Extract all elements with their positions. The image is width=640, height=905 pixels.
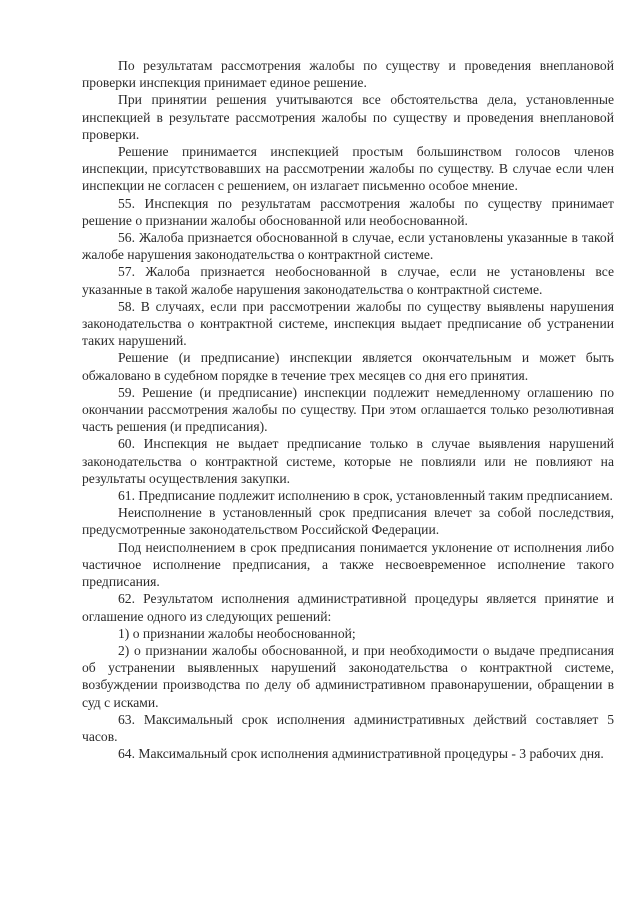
paragraph-item-60: 60. Инспекция не выдает предписание только в случае выявления нарушений законодательства о контрактной системе, которые не повлияли или не повлияют на результаты осуществления закупки. <box>82 436 614 486</box>
paragraph-item-64: 64. Максимальный срок исполнения административной процедуры - 3 рабочих дня. <box>118 746 604 762</box>
paragraph-item-63: 63. Максимальный срок исполнения административных действий составляет 5 часов. <box>82 711 614 744</box>
paragraph-final-decision: Решение (и предписание) инспекции является окончательным и может быть обжаловано в судебном порядке в течение трех месяцев со дня его принятия. <box>82 350 614 383</box>
paragraph-non-execution-definition: Под неисполнением в срок предписания понимается уклонение от исполнения либо частичное исполнение предписания, а также несвоевременное исполнение такого предписания. <box>82 539 614 590</box>
paragraph-circumstances: При принятии решения учитываются все обстоятельства дела, установленные инспекцией в результате рассмотрения жалобы по существу и проведения внеплановой проверки. <box>82 92 614 142</box>
paragraph-item-62: 62. Результатом исполнения административной процедуры является принятие и оглашение одного из следующих решений: <box>82 591 614 624</box>
document-body <box>82 57 614 762</box>
paragraph-item-55: 55. Инспекция по результатам рассмотрения жалобы по существу принимает решение о признании жалобы обоснованной или необоснованной. <box>82 195 614 228</box>
list-item-founded: 2) о признании жалобы обоснованной, и при необходимости о выдаче предписания об устранении выявленных нарушений законодательства о контрактной системе, возбуждении производства по делу об административном правонарушении, обращении в суд с исками. <box>82 642 614 710</box>
paragraph-item-59: 59. Решение (и предписание) инспекции подлежит немедленному оглашению по окончании рассмотрения жалобы по существу. При этом оглашается только резолютивная часть решения (и предписания). <box>82 384 614 435</box>
paragraph-item-56: 56. Жалоба признается обоснованной в случае, если установлены указанные в такой жалобе нарушения законодательства о контрактной системе. <box>82 230 614 263</box>
list-item-unfounded: 1) о признании жалобы необоснованной; <box>118 625 356 641</box>
paragraph-item-57: 57. Жалоба признается необоснованной в случае, если не установлены все указанные в такой жалобе нарушения законодательства о контрактной системе. <box>82 264 614 297</box>
paragraph-majority-vote: Решение принимается инспекцией простым большинством голосов членов инспекции, присутствовавших на рассмотрении жалобы по существу. В случае если член инспекции не согласен с решением, он излагает письменно особое мнение. <box>82 144 614 194</box>
paragraph-item-58: 58. В случаях, если при рассмотрении жалобы по существу выявлены нарушения законодательства о контрактной системе, инспекция выдает предписание об устранении таких нарушений. <box>82 298 614 349</box>
paragraph-non-execution-consequences: Неисполнение в установленный срок предписания влечет за собой последствия, предусмотренные законодательством Российской Федерации. <box>82 505 614 538</box>
paragraph-item-61: 61. Предписание подлежит исполнению в срок, установленный таким предписанием. <box>118 488 613 504</box>
paragraph-single-decision: По результатам рассмотрения жалобы по существу и проведения внеплановой проверки инспекция принимает единое решение. <box>82 58 614 91</box>
